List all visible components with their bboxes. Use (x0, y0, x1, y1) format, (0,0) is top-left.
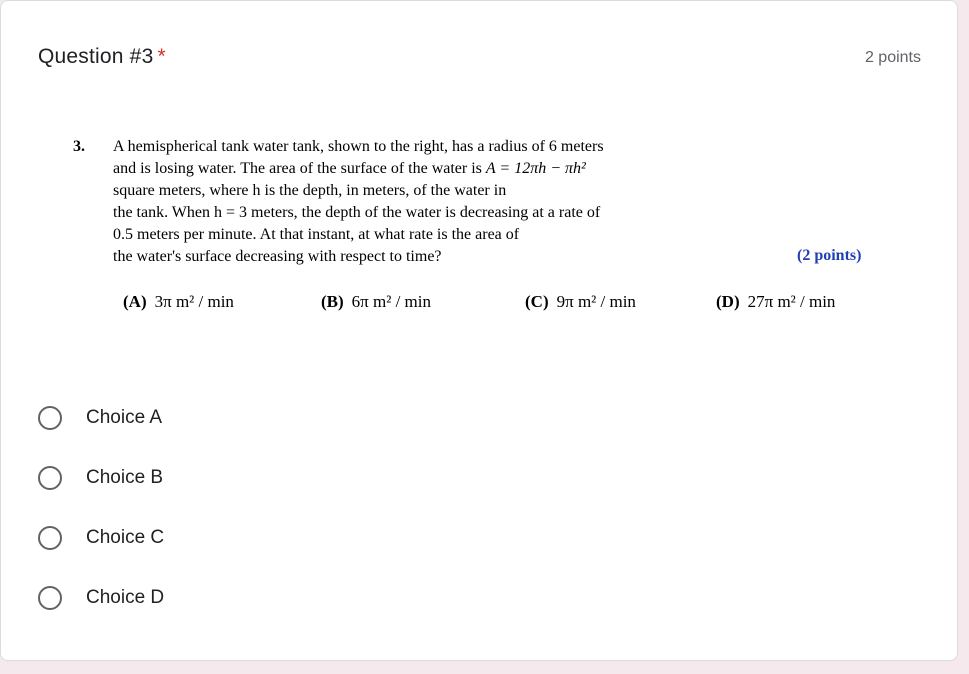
problem-line: and is losing water. The area of the surface of the water is (113, 160, 482, 177)
problem-points-label: (2 points) (797, 247, 862, 264)
option-letter: (C) (525, 292, 549, 311)
radio-button[interactable] (38, 586, 62, 610)
area-formula: A = 12πh − πh² (485, 160, 586, 177)
radio-button[interactable] (38, 466, 62, 490)
choice-d[interactable] (38, 580, 338, 616)
problem-option-a (123, 291, 234, 313)
problem-line: the water's surface decreasing with respect to time? (113, 248, 442, 265)
problem-text (113, 136, 733, 268)
option-letter: (A) (123, 292, 147, 311)
radio-button[interactable] (38, 406, 62, 430)
option-letter: (B) (321, 292, 344, 311)
question-title (38, 45, 166, 69)
required-marker: * (157, 45, 166, 68)
option-value: 9π m² / min (556, 292, 636, 311)
choice-a[interactable] (38, 400, 338, 436)
choice-label: Choice C (86, 527, 165, 548)
problem-line: square meters, where h is the depth, in meters, of the water in (113, 182, 507, 199)
choice-b[interactable] (38, 460, 338, 496)
option-value: 6π m² / min (351, 292, 431, 311)
problem-line-with-formula (113, 158, 733, 180)
problem-option-c (525, 291, 636, 313)
option-letter: (D) (716, 292, 740, 311)
question-points: 2 points (864, 49, 921, 66)
problem-line: the tank. When h = 3 meters, the depth of the water is decreasing at a rate of (113, 204, 601, 221)
problem-option-b (321, 291, 431, 313)
problem-number: 3. (73, 138, 85, 155)
option-value: 3π m² / min (154, 292, 234, 311)
problem-option-d (716, 291, 835, 313)
problem-line: A hemispherical tank water tank, shown to the right, has a radius of 6 meters (113, 138, 604, 155)
choice-label: Choice A (86, 407, 163, 428)
choice-c[interactable] (38, 520, 338, 556)
option-value: 27π m² / min (747, 292, 836, 311)
radio-button[interactable] (38, 526, 62, 550)
choice-label: Choice D (86, 587, 165, 608)
problem-line: 0.5 meters per minute. At that instant, at what rate is the area of (113, 226, 520, 243)
question-title-text: Question #3 (38, 45, 154, 68)
choice-label: Choice B (86, 467, 164, 488)
